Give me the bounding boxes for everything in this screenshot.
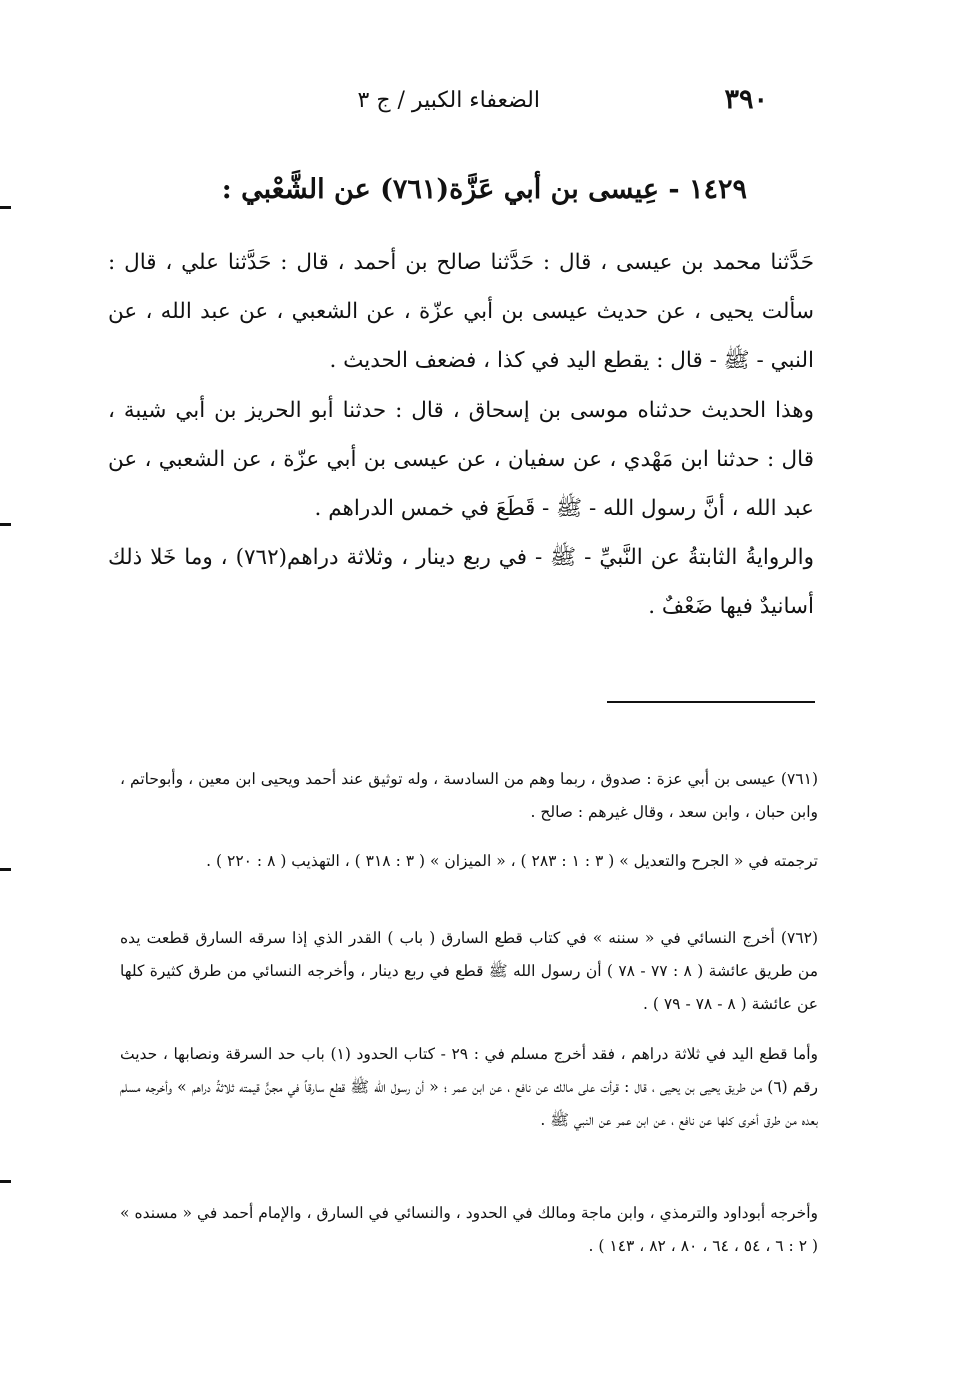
footnote: وأخرجه أبوداود والترمذي ، وابن ماجة ومالك في الحدود ، والنسائي في السارق ، والإمام أحمد في « مسنده » ( ٢ : ٦ ، ٥٤ ، ٦٤ ، ٨٠ ، ٨٢ ، ١٤٣ ) . xyxy=(120,1204,818,1255)
scan-edge-mark xyxy=(0,206,11,209)
entry-heading: ١٤٢٩ - عِيسى بن أبي عَزَّة(٧٦١) عن الشَّعْبي : xyxy=(221,174,747,205)
body-paragraph: حَدَّثنا محمد بن عيسى ، قال : حَدَّثنا صالح بن أحمد ، قال : حَدَّثنا علي ، قال : سألت يحيى ، عن حديث عيسى بن أبي عزّة ، عن الشعبي ، عن عبد الله ، عن النبي - ﷺ - قال : يقطع اليد في كذا ، فضعف الحديث . xyxy=(108,250,814,373)
footnote: (٧٦١) عيسى بن أبي عزة : صدوق ، ربما وهم من السادسة ، وله توثيق عند أحمد ويحيى ابن معين ، وأبوحاتم ، وابن حبان ، وابن سعد ، وقال غيرهم : صالح . xyxy=(120,770,818,821)
scan-edge-mark xyxy=(0,868,11,871)
scan-edge-mark xyxy=(0,523,11,526)
footnote: (٧٦٢) أخرج النسائي في « سننه » في كتاب قطع السارق ( باب ) القدر الذي إذا سرقه السارق قطعت يده من طريق عائشة ( ٨ : ٧٧ - ٧٨ ) أن رسول الله ﷺ قطع في ربع دينار ، وأخرجه النسائي من طرق كثيرة كلها عن عائشة ( ٨ - ٧٨ - ٧٩ ) . xyxy=(120,929,818,1013)
footnote: ترجمته في « الجرح والتعديل » ( ٣ : ١ : ٢٨٣ ) ، « الميزان » ( ٣ : ٣١٨ ) ، التهذيب ( ٨ : ٢٢٠ ) . xyxy=(206,852,818,870)
running-title: الضعفاء الكبير / ج ٣ xyxy=(357,88,540,113)
footnote-separator xyxy=(607,701,815,703)
body-paragraph: والروايةُ الثابتةُ عن النَّبيِّ - ﷺ - في ربع دينار ، وثلاثة دراهم(٧٦٢) ، وما خَلا ذلك أسانيدٌ فيها ضَعْفٌ . xyxy=(108,545,814,619)
page-number: ٣٩٠ xyxy=(724,84,768,115)
footnote: وأما قطع اليد في ثلاثة دراهم ، فقد أخرج مسلم في : ٢٩ - كتاب الحدود (١) باب حد السرقة ونصابها ، حديث رقم (٦) من طريق يحيى بن يحيى ، قال : قرأت على مالك عن نافع ، عن ابن عمر ؛ « أن رسول الله ﷺ قطع سارقاً في مجنٍّ قيمته ثلاثةُ دراهم » وأخرجه مسلم بعده من طرق أخرى كلها عن نافع ، عن ابن عمر عن النبي ﷺ . xyxy=(120,1045,818,1129)
scan-edge-mark xyxy=(0,1180,11,1183)
body-paragraph: وهذا الحديث حدثناه موسى بن إسحاق ، قال : حدثنا أبو الحريز بن أبي شيبة ، قال : حدثنا ابن مَهْدي ، عن سفيان ، عن عيسى بن أبي عزّة ، عن الشعبي ، عن عبد الله ، أنَّ رسول الله - ﷺ - قَطَعَ في خمس الدراهم . xyxy=(108,398,814,521)
running-header xyxy=(110,84,800,124)
